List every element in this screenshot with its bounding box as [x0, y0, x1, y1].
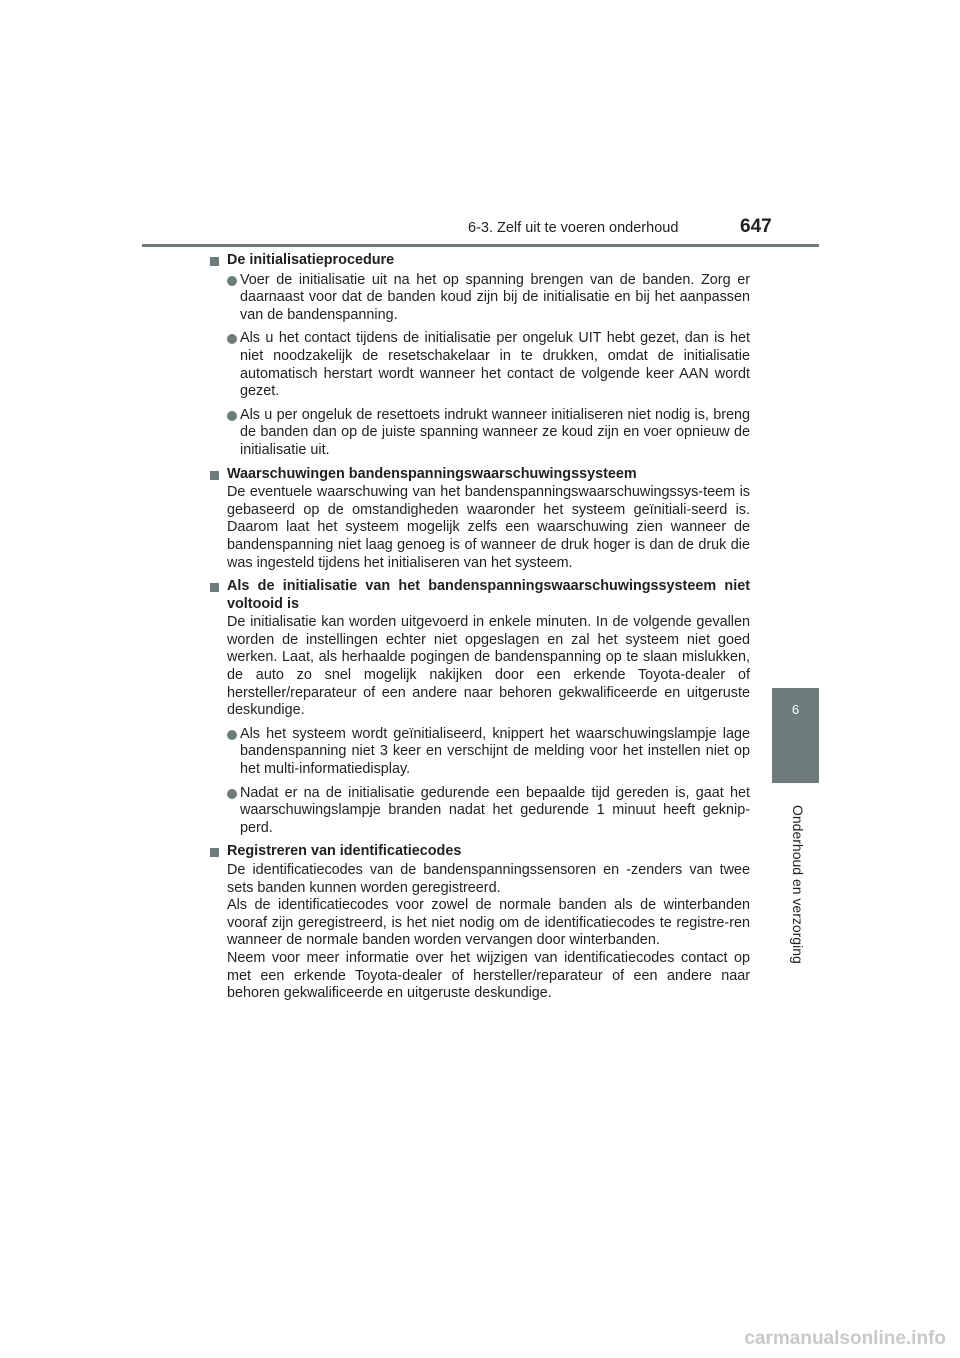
round-bullet-icon: [227, 334, 237, 344]
section-heading-text: De initialisatieprocedure: [227, 252, 395, 268]
section-heading-text: Waarschuwingen bandenspanningswaarschuwingssysteem: [227, 465, 637, 482]
square-bullet-icon: [210, 257, 219, 266]
round-bullet-icon: [227, 411, 237, 421]
chapter-side-label: Onderhoud en verzorging: [790, 805, 806, 964]
round-bullet-icon: [227, 789, 237, 799]
bullet-item: [227, 785, 750, 838]
section-heading: [210, 578, 750, 613]
section-heading: [210, 843, 750, 861]
watermark-logo: carmanualsonline.info: [744, 1328, 946, 1349]
square-bullet-icon: [210, 583, 219, 592]
page-content: [210, 252, 750, 1003]
round-bullet-icon: [227, 276, 237, 286]
bullet-text: Voer de initialisatie uit na het op spanning brengen van de banden. Zorg er daarnaast voor dat de banden koud zijn bij de initialisatie en bij het aanpassen van de bandenspanning.: [240, 271, 750, 323]
section-initialisation-procedure: [210, 252, 750, 460]
bullet-item: [227, 272, 750, 325]
header-rule: [142, 244, 819, 247]
paragraph-line: De identificatiecodes van de bandenspanningssensoren en -zenders van twee sets banden kunnen worden geregistreerd.: [227, 862, 750, 896]
section-register-id-codes: [210, 843, 750, 1002]
chapter-number: 6: [791, 702, 800, 717]
bullet-item: [227, 330, 750, 400]
section-heading-text: Als de initialisatie van het bandenspanningswaarschuwingssysteem niet voltooid is: [227, 578, 750, 612]
bullet-item: [227, 726, 750, 779]
section-heading-text: Registreren van identificatiecodes: [227, 843, 462, 860]
bullet-text: Als u het contact tijdens de initialisatie per ongeluk UIT hebt gezet, dan is het niet noodzakelijk de resetschakelaar in te drukken, omdat de initialisatie automatisch herstart wordt wanneer het contact de volgende keer AAN wordt gezet.: [240, 330, 750, 400]
section-initialisation-incomplete: [210, 578, 750, 837]
section-heading: [210, 466, 750, 484]
chapter-side-tab[interactable]: [772, 688, 819, 783]
page-number: 647: [740, 216, 772, 237]
section-paragraph: De eventuele waarschuwing van het bandenspanningswaarschuwingssys-teem is gebaseerd op de omstandigheden waaronder het systeem geïnitiali-seerd is. Daarom laat het systeem mogelijk zelfs een waarschuwing zien wanneer de bandenspanning niet laag genoeg is of wanneer de druk hoger is dan de druk die was ingesteld tijdens het initialiseren van het systeem.: [227, 484, 750, 571]
bullet-text: Nadat er na de initialisatie gedurende een bepaalde tijd gereden is, gaat het waarschuwingslampje branden nadat het gedurende 1 minuut heeft geknip-perd.: [240, 784, 750, 836]
square-bullet-icon: [210, 848, 219, 857]
square-bullet-icon: [210, 471, 219, 480]
section-paragraph: [227, 862, 750, 1003]
round-bullet-icon: [227, 730, 237, 740]
header-section-title: 6-3. Zelf uit te voeren onderhoud: [468, 220, 679, 236]
paragraph-line: Als de identificatiecodes voor zowel de normale banden als de winterbanden vooraf zijn geregistreerd, is het niet nodig om de identificatiecodes te registre-ren wanneer de normale banden worden vervangen door winterbanden.: [227, 897, 750, 949]
bullet-item: [227, 407, 750, 460]
bullet-text: Als het systeem wordt geïnitialiseerd, knippert het waarschuwingslampje lage bandenspanning niet 3 keer en verschijnt de melding voor het instellen niet op het multi-informatiedisplay.: [240, 725, 750, 778]
section-paragraph: De initialisatie kan worden uitgevoerd in enkele minuten. In de volgende gevallen worden de instellingen echter niet opgeslagen en zal het systeem niet goed werken. Laat, als herhaalde pogingen de bandenspanning op te slaan mislukken, de auto zo snel mogelijk nakijken door een erkende Toyota-dealer of hersteller/reparateur of een andere naar behoren gekwalificeerde en uitgeruste deskundige.: [227, 614, 750, 719]
paragraph-line: Neem voor meer informatie over het wijzigen van identificatiecodes contact op met een erkende Toyota-dealer of hersteller/reparateur of een andere naar behoren gekwalificeerde en uitgeruste deskundige.: [227, 949, 750, 1002]
section-tpms-warnings: [210, 466, 750, 573]
section-heading: [210, 252, 750, 270]
bullet-text: Als u per ongeluk de resettoets indrukt wanneer initialiseren niet nodig is, breng de banden dan op de juiste spanning wanneer ze koud zijn en voer opnieuw de initialisatie uit.: [240, 406, 750, 458]
